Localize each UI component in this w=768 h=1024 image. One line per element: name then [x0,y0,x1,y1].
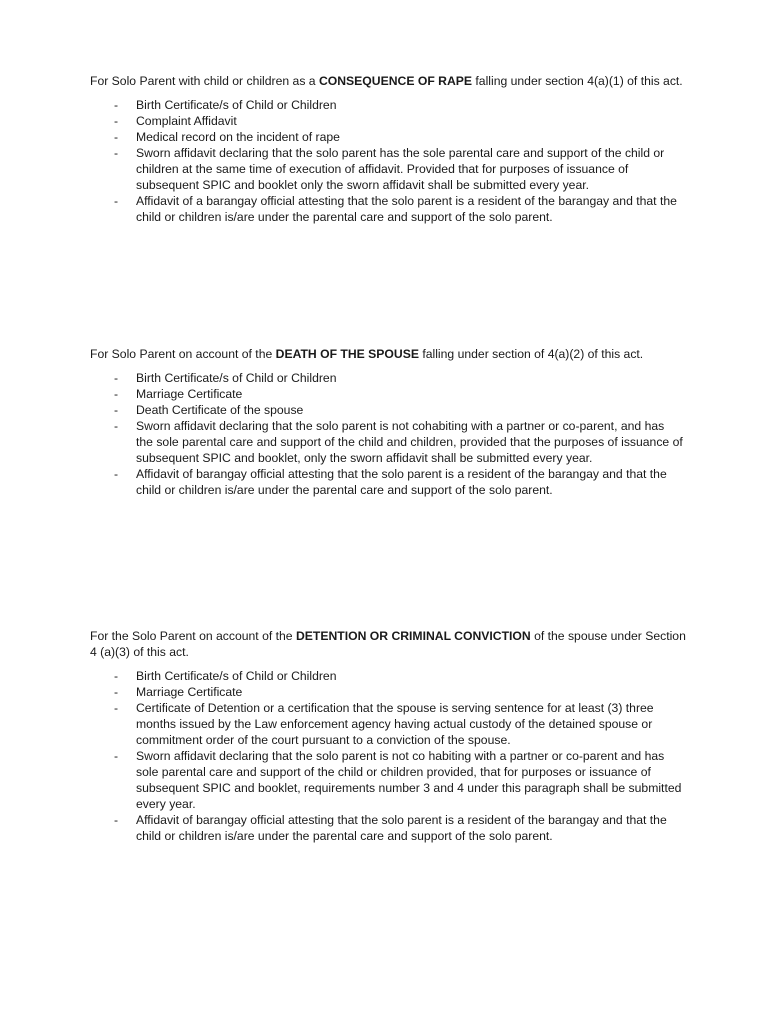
list-item [90,812,690,844]
list-item [90,466,690,498]
section-death-of-spouse [90,346,690,498]
requirements-list [90,97,690,225]
intro-text: For the Solo Parent on account of the [90,629,296,643]
bullet-dash: - [114,467,119,481]
bullet-dash: - [114,146,119,160]
list-item-text: Affidavit of barangay official attesting that the solo parent is a resident of the barangay and that the child or children is/are under the parental care and support of the solo parent. [136,813,667,843]
list-item [90,418,690,466]
bullet-dash: - [114,98,119,112]
bullet-dash: - [114,130,119,144]
list-item-text: Sworn affidavit declaring that the solo parent is not cohabiting with a partner or co-parent, and has the sole parental care and support of the child and children, provided that the purposes of issuance of subsequent SPIC and booklet, only the sworn affidavit shall be submitted every year. [136,419,683,465]
intro-text: falling under section of 4(a)(2) of this act. [418,347,644,361]
list-item-text: Birth Certificate/s of Child or Children [136,98,337,112]
bullet-dash: - [114,749,119,763]
list-item-text: Marriage Certificate [136,387,243,401]
section-intro [90,346,690,362]
list-item [90,193,690,225]
list-item-text: Medical record on the incident of rape [136,130,340,144]
intro-text: For Solo Parent on account of the [90,347,276,361]
list-item [90,113,690,129]
list-item-text: Sworn affidavit declaring that the solo parent is not co habiting with a partner or co-parent and has sole parental care and support of the child or children provided, that for purposes or issuance of subsequent SPIC and booklet, requirements number 3 and 4 under this paragraph shall be submitted every year. [136,749,682,811]
intro-emphasis: DETENTION OR CRIMINAL CONVICTION [295,629,531,643]
bullet-dash: - [114,371,119,385]
list-item-text: Death Certificate of the spouse [136,403,304,417]
list-item [90,129,690,145]
requirements-list [90,668,690,844]
intro-text: of the spouse under Section 4 (a)(3) of this act. [90,629,686,659]
bullet-dash: - [114,403,119,417]
list-item-text: Marriage Certificate [136,685,243,699]
bullet-dash: - [114,387,119,401]
list-item-text: Certificate of Detention or a certification that the spouse is serving sentence for at least (3) three months issued by the Law enforcement agency having actual custody of the detained spouse or commitment order of the court pursuant to a conviction of the spouse. [136,701,654,747]
list-item [90,748,690,812]
list-item-text: Birth Certificate/s of Child or Children [136,371,337,385]
list-item [90,386,690,402]
intro-text: falling under section 4(a)(1) of this act. [472,74,683,88]
list-item [90,700,690,748]
requirements-list [90,370,690,498]
list-item-text: Complaint Affidavit [136,114,237,128]
list-item [90,145,690,193]
bullet-dash: - [114,114,119,128]
list-item [90,668,690,684]
list-item-text: Birth Certificate/s of Child or Children [136,669,337,683]
list-item [90,684,690,700]
intro-emphasis: CONSEQUENCE OF RAPE [318,74,473,88]
bullet-dash: - [114,813,119,827]
section-detention-or-conviction [90,628,690,844]
bullet-dash: - [114,669,119,683]
list-item [90,402,690,418]
bullet-dash: - [114,419,119,433]
list-item-text: Affidavit of a barangay official attesting that the solo parent is a resident of the barangay and that the child or children is/are under the parental care and support of the solo parent. [136,194,677,224]
section-consequence-of-rape [90,73,690,225]
list-item [90,370,690,386]
section-intro [90,73,690,89]
section-intro [90,628,690,660]
bullet-dash: - [114,701,119,715]
list-item-text: Affidavit of barangay official attesting that the solo parent is a resident of the barangay and that the child or children is/are under the parental care and support of the solo parent. [136,467,667,497]
bullet-dash: - [114,685,119,699]
intro-emphasis: DEATH OF THE SPOUSE [275,347,419,361]
bullet-dash: - [114,194,119,208]
list-item-text: Sworn affidavit declaring that the solo parent has the sole parental care and support of the child or children at the same time of execution of affidavit. Provided that for purposes of issuance of subsequent SPIC and booklet only the sworn affidavit shall be submitted every year. [136,146,665,192]
list-item [90,97,690,113]
intro-text: For Solo Parent with child or children as a [90,74,319,88]
